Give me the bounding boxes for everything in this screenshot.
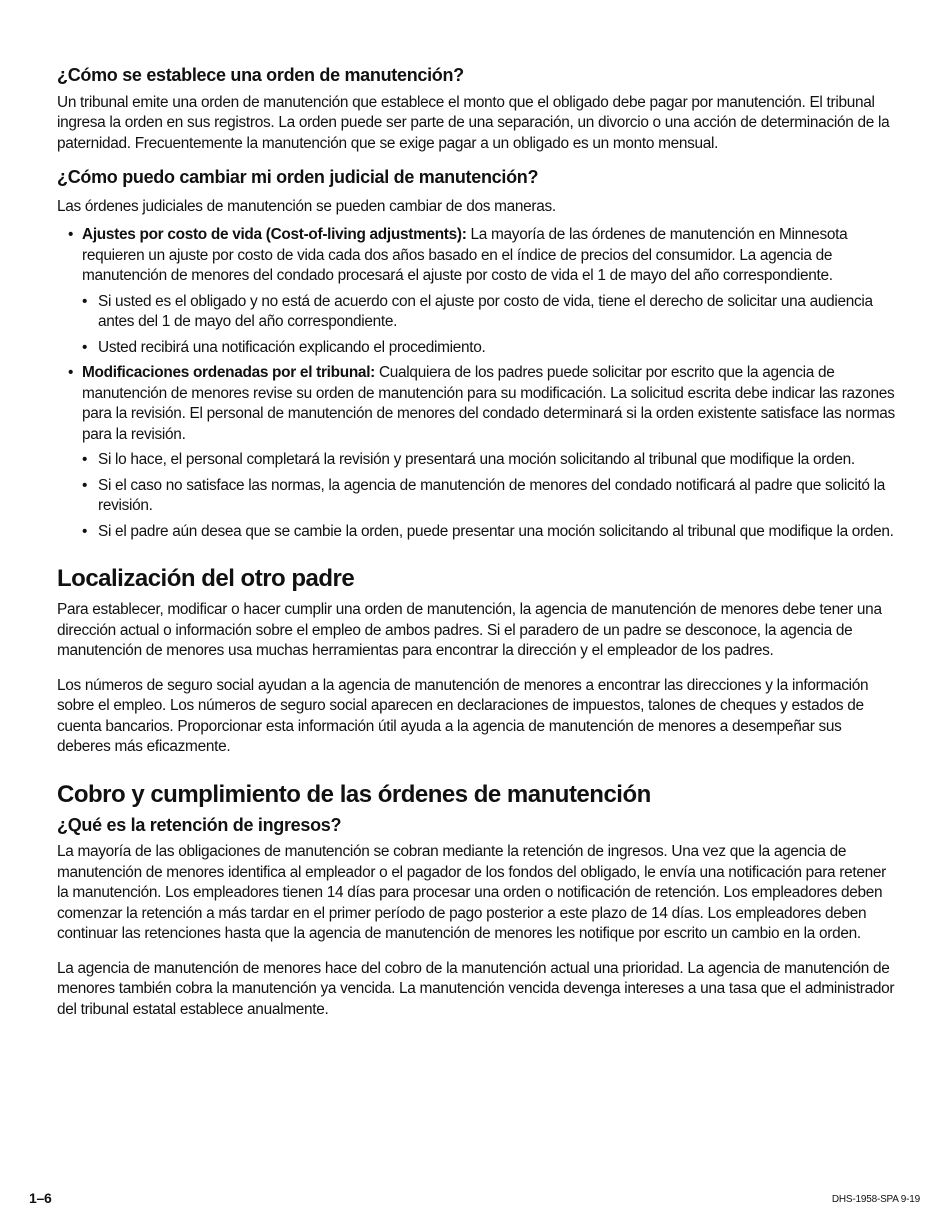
change-methods-list [57,225,895,542]
paragraph-income-withholding-1: La mayoría de las obligaciones de manutención se cobran mediante la retención de ingresos. Una vez que la agencia de manutención de menores identifica al empleador o el pagador de los fondos del obligado, le envía una notificación para retener la manutención. Los empleadores tienen 14 días para procesar una orden o notificación de retención. Los empleadores deben comenzar la retención a más tardar en el primer período de pago posterior a este plazo de 14 días. Los empleadores deben continuar las retenciones hasta que la agencia de manutención de menores les notifique por escrito un cambio en la orden. [57,843,886,942]
heading-locate-parent: Localización del otro padre [57,565,355,592]
text-court-modifications: Cualquiera de los padres puede solicitar por escrito que la agencia de manutención de menores revise su orden de manutención para su modificación. La solicitud escrita debe indicar las razones para la revisión. El personal de manutención de menores del condado determinará si la orden existente satisface las normas para la revisión. [82,364,895,443]
sub-item-notification: • Usted recibirá una notificación explicando el procedimiento. [57,338,895,359]
bold-label-court-modifications: Modificaciones ordenadas por el tribunal: [82,364,375,381]
paragraph-locate-parent-1: Para establecer, modificar o hacer cumplir una orden de manutención, la agencia de manutención de menores debe tener una dirección actual o información sobre el empleo de ambos padres. Si el paradero de un padre se desconoce, la agencia de manutención de menores usa muchas herramientas para encontrar la dirección y el empleador de los padres. [57,601,882,659]
heading-change-order: ¿Cómo puedo cambiar mi orden judicial de manutención? [57,167,539,187]
document-page [57,64,895,1028]
sub-item-request-hearing: • Si usted es el obligado y no está de acuerdo con el ajuste por costo de vida, tiene el derecho de solicitar una audiencia antes del 1 de mayo del año correspondiente. [57,292,895,333]
page-number: 1–6 [29,1190,52,1206]
paragraph-locate-parent-2: Los números de seguro social ayudan a la agencia de manutención de menores a encontrar las direcciones y la información sobre el empleo. Los números de seguro social aparecen en declaraciones de impuestos, talones de cheques y estados de cuenta bancarios. Proporcionar esta información útil ayuda a la agencia de manutención de menores a desempeñar sus deberes más eficazmente. [57,676,869,755]
list-item-court-modifications [57,363,895,445]
sub-item-staff-review: • Si lo hace, el personal completará la revisión y presentará una moción solicitando al tribunal que modifique la orden. [57,450,895,471]
list-item-cost-of-living [57,225,895,287]
form-code: DHS-1958-SPA 9-19 [831,1194,920,1205]
heading-income-withholding: ¿Qué es la retención de ingresos? [57,814,342,835]
heading-how-established: ¿Cómo se establece una orden de manutención? [57,65,464,85]
paragraph-how-established: Un tribunal emite una orden de manutención que establece el monto que el obligado debe pagar por manutención. El tribunal ingresa la orden en sus registros. La orden puede ser parte de una separación, un divorcio o una acción de determinación de la paternidad. Frecuentemente la manutención que se exige pagar a un obligado es un monto mensual. [57,93,890,152]
paragraph-change-intro: Las órdenes judiciales de manutención se pueden cambiar de dos maneras. [57,197,556,215]
paragraph-income-withholding-2: La agencia de manutención de menores hace del cobro de la manutención actual una prioridad. La agencia de manutención de menores también cobra la manutención ya vencida. La manutención vencida devenga intereses a una tasa que el administrador del tribunal estatal establece anualmente. [57,959,895,1018]
bold-label-cost-of-living: Ajustes por costo de vida (Cost-of-living adjustments): [82,226,467,243]
heading-collection: Cobro y cumplimiento de las órdenes de manutención [57,780,651,808]
text-cost-of-living: La mayoría de las órdenes de manutención en Minnesota requieren un ajuste por costo de vida cada dos años basado en el índice de precios del consumidor. La agencia de manutención de menores del condado procesará el ajuste por costo de vida el 1 de mayo del año correspondiente. [82,226,848,284]
sub-item-parent-motion: • Si el padre aún desea que se cambie la orden, puede presentar una moción solicitando al tribunal que modifique la orden. [57,522,895,543]
sub-item-not-meet-standards: • Si el caso no satisface las normas, la agencia de manutención de menores del condado notificará al padre que solicitó la revisión. [57,476,895,517]
